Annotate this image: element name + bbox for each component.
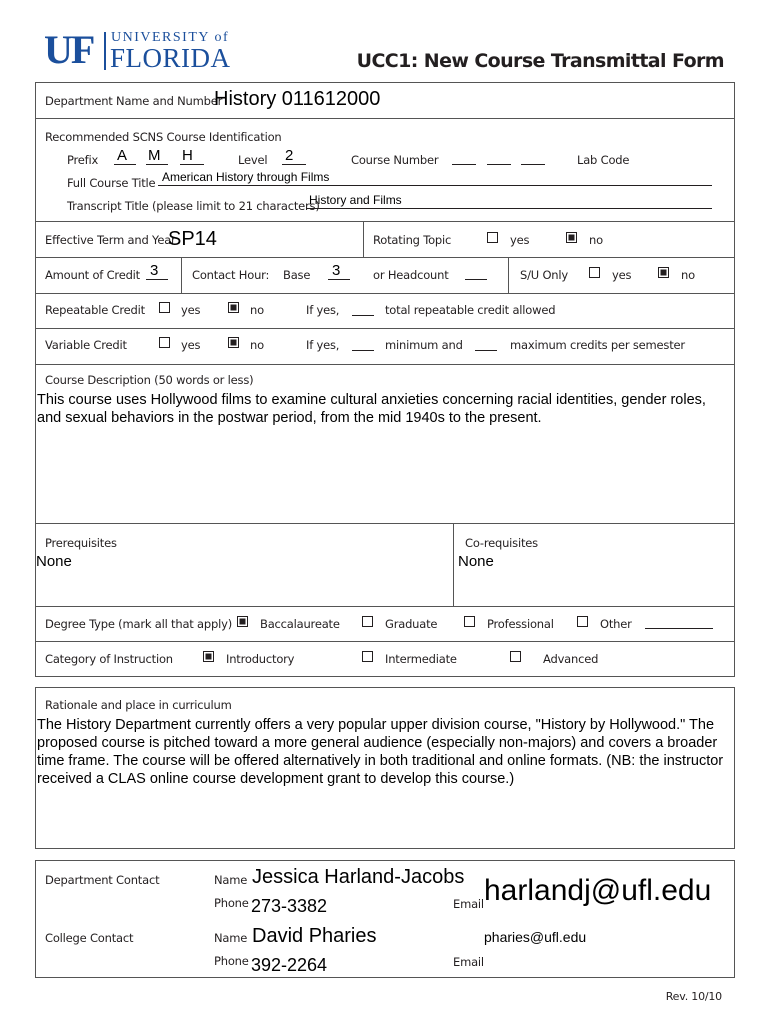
logo-florida: FLORIDA [110,43,231,73]
underline [487,164,511,165]
department-phone-label: Phone [214,896,249,910]
repeatable-total-label: total repeatable credit allowed [385,303,556,317]
description-field[interactable]: This course uses Hollywood films to examine cultural anxieties concerning racial identities, gender roles, and sexual behaviors in the postwar period, from the mid 1940s to the present. [37,392,706,426]
description-label: Course Description (50 words or less) [45,373,254,387]
rotating-no-checkbox[interactable] [566,232,577,243]
variable-maximum-label: maximum credits per semester [510,338,685,352]
underline [645,628,713,629]
divider [453,523,454,606]
lab-code-label: Lab Code [577,153,630,167]
degree-graduate-label: Graduate [385,617,438,631]
level-field[interactable]: 2 [285,147,294,164]
full-title-label: Full Course Title [67,176,156,190]
repeatable-no-checkbox[interactable] [228,302,239,313]
divider [35,118,735,119]
logo-mark: UF [44,27,94,72]
su-yes-label: yes [612,268,632,282]
prerequisites-field[interactable]: None [36,553,72,570]
form-title: UCC1: New Course Transmittal Form [356,50,724,72]
department-field[interactable]: History 011612000 [214,88,381,110]
college-phone-label: Phone [214,954,249,968]
contact-hour-label: Contact Hour: [192,268,270,282]
su-no-label: no [681,268,695,282]
underline [452,164,476,165]
variable-if-yes-label: If yes, [306,338,340,352]
transcript-title-label: Transcript Title (please limit to 21 characters) [67,199,320,213]
degree-professional-label: Professional [487,617,554,631]
corequisites-field[interactable]: None [458,553,494,570]
repeatable-yes-checkbox[interactable] [159,302,170,313]
logo-university: UNIVERSITY of [111,30,230,45]
degree-professional-checkbox[interactable] [464,616,475,627]
revision-label: Rev. 10/10 [665,990,722,1003]
department-name-field[interactable]: Jessica Harland-Jacobs [252,866,465,888]
variable-no-label: no [250,338,264,352]
repeatable-no-label: no [250,303,264,317]
prefix-label: Prefix [67,153,99,167]
category-introductory-label: Introductory [226,652,295,666]
base-field[interactable]: 3 [332,262,341,279]
category-label: Category of Instruction [45,652,173,666]
divider [363,221,364,257]
rationale-label: Rationale and place in curriculum [45,698,232,712]
prerequisites-label: Prerequisites [45,536,117,550]
prefix-char-2[interactable]: M [148,147,161,164]
degree-other-checkbox[interactable] [577,616,588,627]
department-phone-field[interactable]: 273-3382 [251,896,328,916]
underline [521,164,545,165]
department-email-field[interactable]: harlandj@ufl.edu [484,874,712,907]
headcount-label: or Headcount [373,268,449,282]
scns-section-label: Recommended SCNS Course Identification [45,130,282,144]
variable-no-checkbox[interactable] [228,337,239,348]
category-intermediate-label: Intermediate [385,652,457,666]
degree-graduate-checkbox[interactable] [362,616,373,627]
degree-baccalaureate-label: Baccalaureate [260,617,340,631]
transcript-title-field[interactable]: History and Films [309,193,402,207]
college-contact-label: College Contact [45,931,134,945]
logo-divider [104,32,106,70]
divider [181,257,182,293]
degree-baccalaureate-checkbox[interactable] [237,616,248,627]
college-email-field[interactable]: pharies@ufl.edu [484,929,587,945]
amount-credit-label: Amount of Credit [45,268,140,282]
underline [282,164,306,165]
base-label: Base [283,268,311,282]
underline [465,279,487,280]
variable-label: Variable Credit [45,338,127,352]
course-number-label: Course Number [351,153,439,167]
divider [35,641,735,642]
underline [306,208,712,209]
prefix-char-3[interactable]: H [182,147,193,164]
variable-minimum-label: minimum and [385,338,463,352]
rotating-no-label: no [589,233,603,247]
divider [508,257,509,293]
department-email-label: Email [453,897,484,911]
variable-yes-checkbox[interactable] [159,337,170,348]
rotating-yes-label: yes [510,233,530,247]
underline [352,350,374,351]
underline [146,279,168,280]
degree-type-label: Degree Type (mark all that apply) [45,617,232,631]
underline [158,185,712,186]
underline [475,350,497,351]
underline [114,164,136,165]
department-label: Department Name and Number [45,94,223,108]
divider [35,293,735,294]
underline [328,279,350,280]
college-name-label: Name [214,931,248,945]
underline [146,164,168,165]
college-name-field[interactable]: David Pharies [252,925,377,947]
repeatable-if-yes-label: If yes, [306,303,340,317]
category-intermediate-checkbox[interactable] [362,651,373,662]
college-phone-field[interactable]: 392-2264 [251,955,328,975]
divider [35,328,735,329]
category-introductory-checkbox[interactable] [203,651,214,662]
repeatable-yes-label: yes [181,303,201,317]
divider [35,221,735,222]
corequisites-label: Co-requisites [465,536,538,550]
effective-term-label: Effective Term and Year [45,233,176,247]
uf-logo [44,27,254,73]
underline [180,164,204,165]
variable-yes-label: yes [181,338,201,352]
underline [352,315,374,316]
department-name-label: Name [214,873,248,887]
divider [35,257,735,258]
su-only-label: S/U Only [520,268,568,282]
department-contact-label: Department Contact [45,873,160,887]
rationale-field[interactable]: The History Department currently offers a very popular upper division course, "History by Hollywood." The proposed course is pitched toward a more general audience (especially non-majors) and covers a broader time frame. The course will be offered alternatively in both traditional and online formats. (NB: the instructor received a CLAS online course development grant to develop this course.) [37,717,724,787]
amount-credit-field[interactable]: 3 [150,262,159,279]
divider [35,606,735,607]
divider [35,364,735,365]
category-advanced-checkbox[interactable] [510,651,521,662]
category-advanced-label: Advanced [543,652,599,666]
repeatable-label: Repeatable Credit [45,303,145,317]
degree-other-label: Other [600,617,632,631]
effective-term-field[interactable]: SP14 [168,228,217,250]
rotating-yes-checkbox[interactable] [487,232,498,243]
prefix-char-1[interactable]: A [117,147,128,164]
su-no-checkbox[interactable] [658,267,669,278]
divider [35,523,735,524]
full-title-field[interactable]: American History through Films [162,170,330,184]
rotating-topic-label: Rotating Topic [373,233,452,247]
college-email-label: Email [453,955,484,969]
su-yes-checkbox[interactable] [589,267,600,278]
level-label: Level [238,153,268,167]
